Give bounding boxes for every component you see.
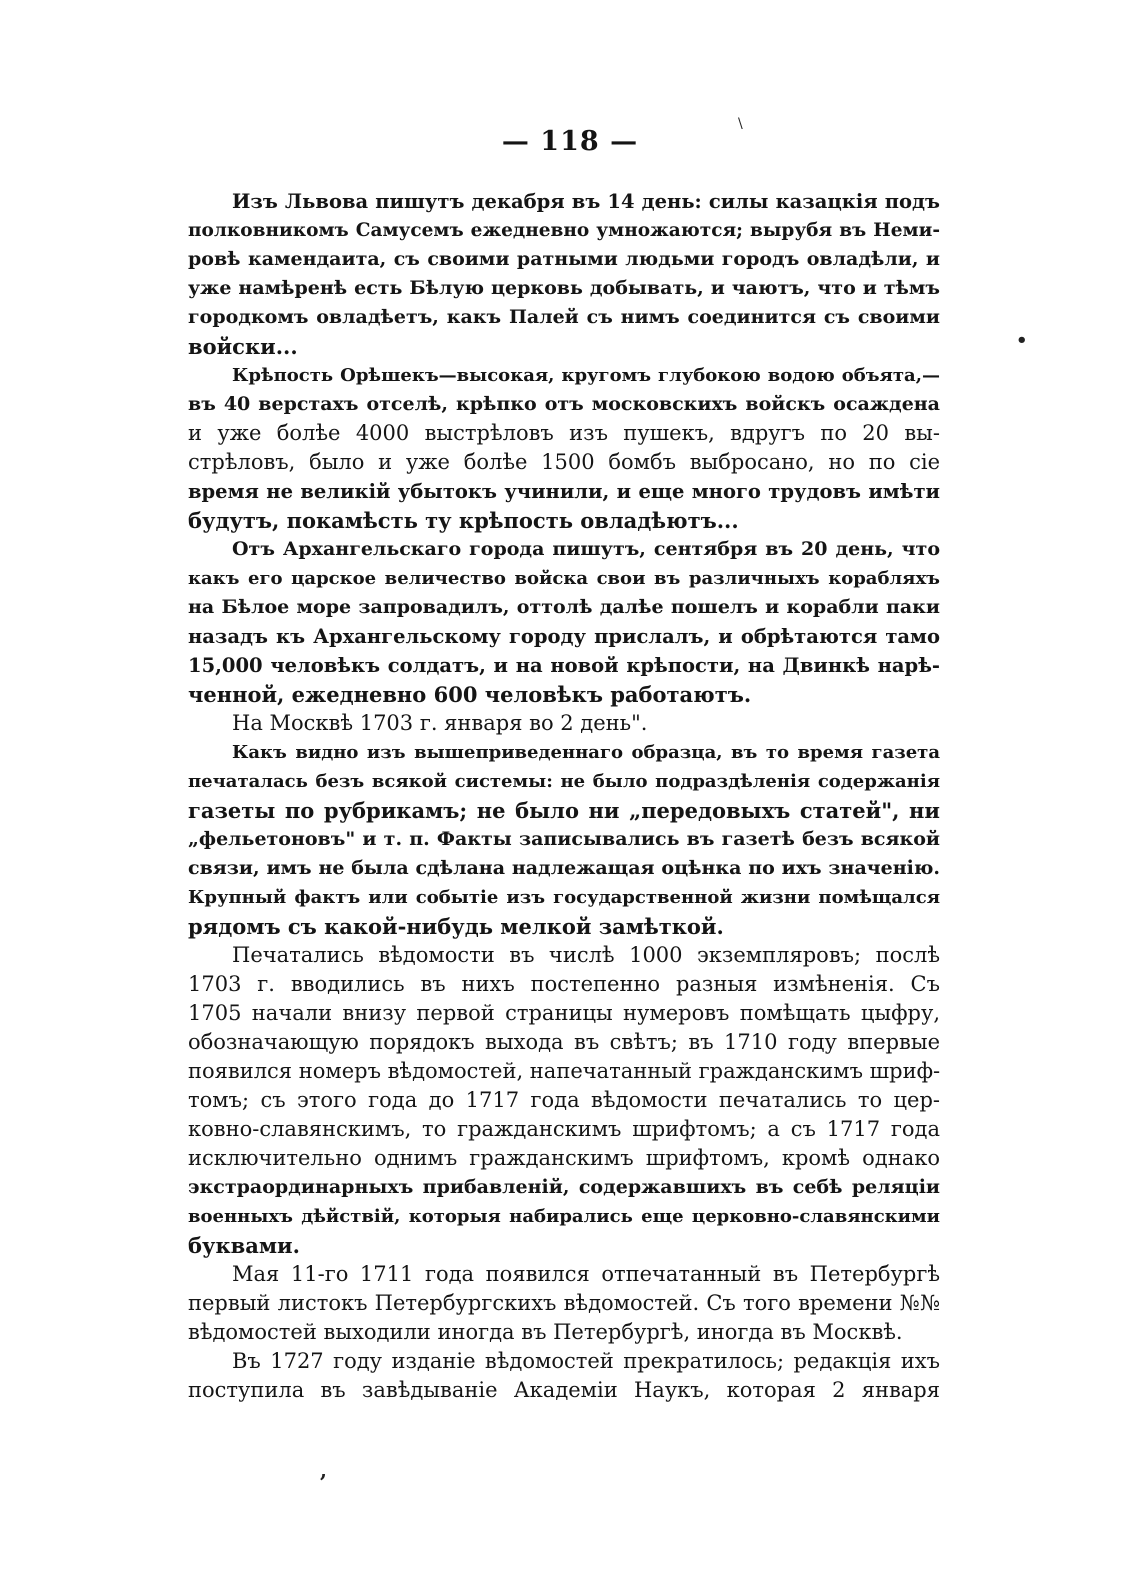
text-line: Въ 1727 году изданіе вѣдомостей прекратилось; редакція ихъ: [232, 1349, 940, 1373]
text-line: газеты по рубрикамъ; не было ни „передовыхъ статей", ни: [188, 798, 940, 823]
text-line: первый листокъ Петербургскихъ вѣдомостей. Съ того времени №№: [188, 1291, 940, 1315]
text-line: будутъ, покамѣсть ту крѣпость овладѣютъ...: [188, 508, 739, 533]
text-line: Крупный фактъ или событіе изъ государственной жизни помѣщался: [188, 887, 940, 908]
text-line: экстраординарныхъ прибавленій, содержавшихъ въ себѣ реляціи: [188, 1176, 940, 1198]
text-line: томъ; съ этого года до 1717 года вѣдомости печатались то цер-: [188, 1088, 940, 1112]
text-line: 1703 г. вводились въ нихъ постепенно разныя измѣненія. Съ: [188, 972, 940, 996]
text-line: военныхъ дѣйствій, которыя набирались еще церковно-славянскими: [188, 1206, 940, 1227]
ink-mark-comma: ,: [320, 1458, 327, 1482]
text-line: рядомъ съ какой-нибудь мелкой замѣткой.: [188, 914, 724, 939]
text-line: въ 40 верстахъ отселѣ, крѣпко отъ московскихъ войскъ осаждена: [188, 393, 940, 415]
text-line: На Москвѣ 1703 г. января во 2 день".: [232, 711, 648, 735]
text-line: назадъ къ Архангельскому городу прислалъ, и обрѣтаются тамо: [188, 625, 940, 648]
text-line: на Бѣлое море запровадилъ, оттолѣ далѣе пошелъ и корабли паки: [188, 596, 940, 618]
text-line: 1705 начали внизу первой страницы нумеровъ помѣщать цыфру,: [188, 1001, 940, 1025]
page-number: — 118 —: [501, 126, 639, 157]
text-line: стрѣловъ, было и уже болѣе 1500 бомбъ выбросано, но по сіе: [188, 450, 940, 474]
text-line: городкомъ овладѣетъ, какъ Палей съ нимъ соединится съ своими: [188, 306, 940, 328]
text-line: ченной, ежедневно 600 человѣкъ работаютъ.: [188, 682, 752, 707]
text-line: ковно-славянскимъ, то гражданскимъ шрифтомъ; а съ 1717 года: [188, 1117, 940, 1141]
text-line: Отъ Архангельскаго города пишутъ, сентября въ 20 день, что: [232, 538, 940, 560]
text-line: вѣдомостей выходили иногда въ Петербургѣ, иногда въ Москвѣ.: [188, 1320, 903, 1344]
text-line: Изъ Львова пишутъ декабря въ 14 день: силы казацкія подъ: [232, 190, 940, 213]
text-line: связи, имъ не была сдѣлана надлежащая оцѣнка по ихъ значенію.: [188, 857, 940, 879]
text-line: и уже болѣе 4000 выстрѣловъ изъ пушекъ, вдругъ по 20 вы-: [188, 421, 940, 445]
text-line: появился номеръ вѣдомостей, напечатанный гражданскимъ шриф-: [188, 1059, 940, 1083]
text-line: печаталась безъ всякой системы: не было подраздѣленія содержанія: [188, 771, 940, 792]
ink-mark-dot: •: [1016, 330, 1028, 351]
ink-mark-tick: \: [738, 116, 743, 132]
text-line: ровѣ камендаита, съ своими ратными людьми городъ овладѣли, и: [188, 248, 940, 270]
text-line: исключительно однимъ гражданскимъ шрифтомъ, кромѣ однако: [188, 1146, 940, 1170]
text-line: „фельетоновъ" и т. п. Факты записывались въ газетѣ безъ всякой: [188, 828, 940, 850]
text-line: Крѣпость Орѣшекъ—высокая, кругомъ глубокою водою объята,—: [232, 365, 940, 386]
text-line: обозначающую порядокъ выхода въ свѣтъ; въ 1710 году впервые: [188, 1030, 940, 1054]
text-line: буквами.: [188, 1233, 300, 1258]
text-line: поступила въ завѣдываніе Академіи Наукъ, которая 2 января: [188, 1378, 940, 1402]
text-line: уже намѣренѣ есть Бѣлую церковь добывать, и чаютъ, что и тѣмъ: [188, 277, 940, 299]
text-line: Печатались вѣдомости въ числѣ 1000 экземпляровъ; послѣ: [232, 943, 940, 967]
text-line: Мая 11-го 1711 года появился отпечатанный въ Петербургѣ: [232, 1262, 940, 1286]
text-line: какъ его царское величество войска свои въ различныхъ корабляхъ: [188, 568, 940, 589]
text-line: Какъ видно изъ вышеприведеннаго образца, въ то время газета: [232, 742, 940, 763]
body-text: [188, 187, 940, 1405]
text-line: 15,000 человѣкъ солдатъ, и на новой крѣпости, на Двинкѣ нарѣ-: [188, 654, 940, 677]
text-line: время не великій убытокъ учинили, и еще много трудовъ имѣти: [188, 480, 940, 503]
text-line: полковникомъ Самусемъ ежедневно умножаются; вырубя въ Неми-: [188, 220, 940, 241]
text-line: войски...: [188, 334, 298, 359]
